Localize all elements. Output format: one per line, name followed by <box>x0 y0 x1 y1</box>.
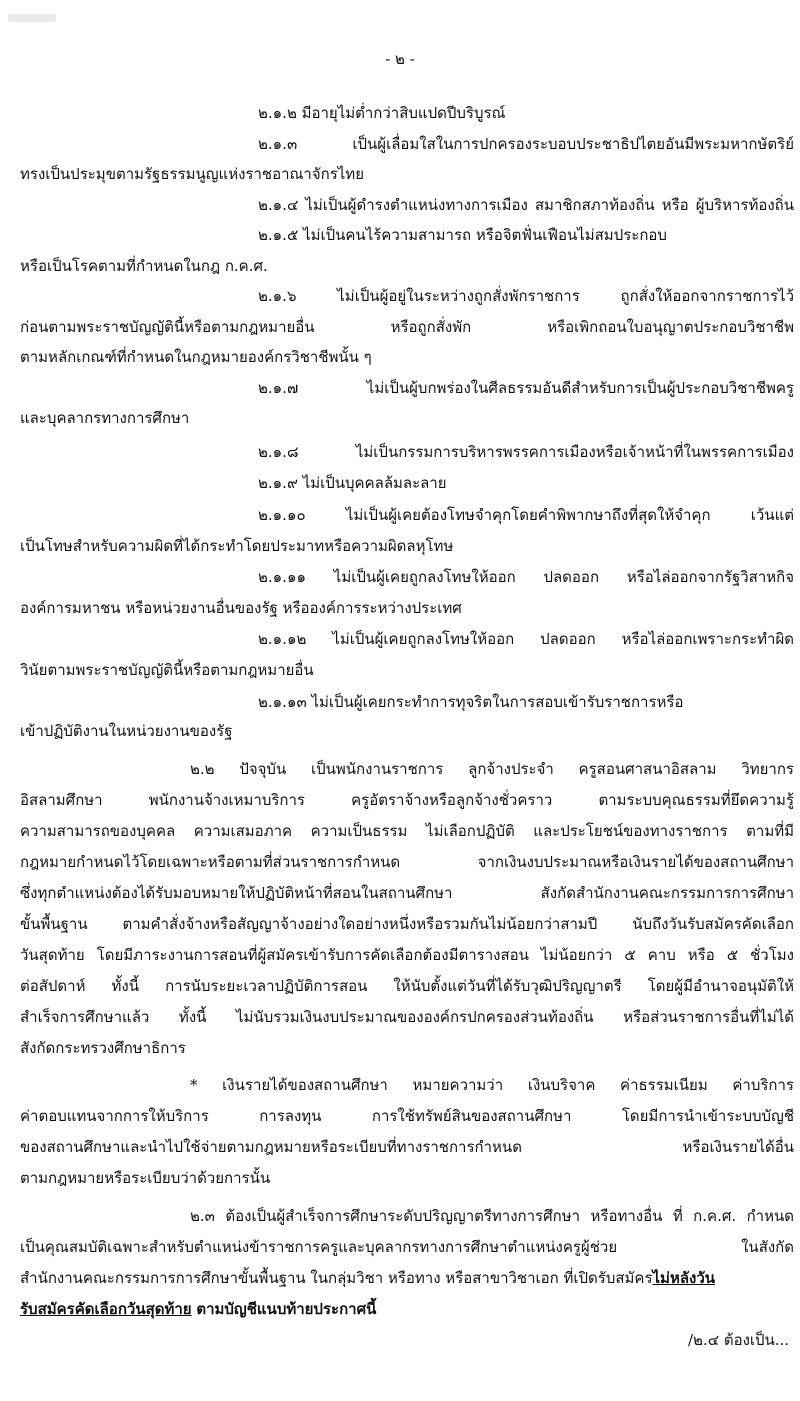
clause-2-1-5-cont: หรือเป็นโรคตามที่กำหนดในกฎ ก.ค.ศ. <box>20 257 268 275</box>
underlined-deadline-part-1: ไม่หลังวัน <box>652 1269 716 1287</box>
annex-reference: ตามบัญชีแนบท้ายประกาศนี้ <box>196 1300 377 1318</box>
clause-2-2-cont-8: สำเร็จการศึกษาแล้ว ทั้งนี้ ไม่นับรวมเงินงบประมาณขององค์กรปกครองส่วนท้องถิ่น หรือส่วนราชการอื่นที่ไม่ได้ <box>20 1008 794 1026</box>
clause-2-1-3-cont: ทรงเป็นประมุขตามรัฐธรรมนูญแห่งราชอาณาจักรไทย <box>20 165 364 183</box>
clause-2-1-10-cont: เป็นโทษสำหรับความผิดที่ได้กระทำโดยประมาทหรือความผิดลหุโทษ <box>20 537 454 555</box>
note-school-income-cont-3: ตามกฎหมายหรือระเบียบว่าด้วยการนั้น <box>20 1169 271 1187</box>
clause-2-3-cont-2 <box>20 1265 715 1291</box>
clause-2-3-cont-3 <box>20 1296 376 1322</box>
note-school-income-cont-1: ค่าตอบแทนจากการให้บริการ การลงทุน การใช้ทรัพย์สินของสถานศึกษา โดยมีการนำเข้าระบบบัญชี <box>20 1107 794 1125</box>
note-school-income-cont-2: ของสถานศึกษาและนำไปใช้จ่ายตามกฎหมายหรือระเบียบที่ทางราชการกำหนด หรือเงินรายได้อื่น <box>20 1138 794 1156</box>
clause-2-1-2: ๒.๑.๒ มีอายุไม่ต่ำกว่าสิบแปดปีบริบูรณ์ <box>258 104 506 122</box>
clause-2-2-cont-6: วันสุดท้าย โดยมีภาระงานการสอนที่ผู้สมัครเข้ารับการคัดเลือกต้องมีตารางสอน ไม่น้อยกว่า ๕ คาบ หรือ ๕ ชั่วโมง <box>20 946 794 964</box>
clause-2-1-11: ๒.๑.๑๑ ไม่เป็นผู้เคยถูกลงโทษให้ออก ปลดออก หรือไล่ออกจากรัฐวิสาหกิจ <box>258 568 794 586</box>
clause-2-2-cont-5: ขั้นพื้นฐาน ตามคำสั่งจ้างหรือสัญญาจ้างอย่างใดอย่างหนึ่งหรือรวมกันไม่น้อยกว่าสามปี นับถึงวันรับสมัครคัดเลือก <box>20 915 794 933</box>
clause-2-1-13: ๒.๑.๑๓ ไม่เป็นผู้เคยกระทำการทุจริตในการสอบเข้ารับราชการหรือ <box>258 693 684 711</box>
clause-2-2-cont-2: ความสามารถของบุคคล ความเสมอภาค ความเป็นธรรม ไม่เลือกปฏิบัติ และประโยชน์ของทางราชการ ตามที่มี <box>20 822 794 840</box>
page-number: - ๒ - <box>385 50 415 68</box>
underlined-deadline-part-2: รับสมัครคัดเลือกวันสุดท้าย <box>20 1300 192 1318</box>
clause-2-2-cont-3: กฎหมายกำหนดไว้โดยเฉพาะหรือตามที่ส่วนราชการกำหนด จากเงินงบประมาณหรือเงินรายได้ของสถานศึกษา <box>20 853 794 871</box>
clause-2-1-8: ๒.๑.๘ ไม่เป็นกรรมการบริหารพรรคการเมืองหรือเจ้าหน้าที่ในพรรคการเมือง <box>258 443 794 461</box>
clause-2-3-cont-1: เป็นคุณสมบัติเฉพาะสำหรับตำแหน่งข้าราชการครูและบุคลากรทางการศึกษาตำแหน่งครูผู้ช่วย ในสังกัด <box>20 1238 794 1256</box>
clause-2-1-12: ๒.๑.๑๒ ไม่เป็นผู้เคยถูกลงโทษให้ออก ปลดออก หรือไล่ออกเพราะกระทำผิด <box>258 630 794 648</box>
clause-2-1-12-cont: วินัยตามพระราชบัญญัตินี้หรือตามกฎหมายอื่น <box>20 661 314 679</box>
clause-2-1-6: ๒.๑.๖ ไม่เป็นผู้อยู่ในระหว่างถูกสั่งพักราชการ ถูกสั่งให้ออกจากราชการไว้ <box>258 287 794 305</box>
clause-2-1-6-cont-2: ตามหลักเกณฑ์ที่กำหนดในกฎหมายองค์กรวิชาชีพนั้น ๆ <box>20 348 372 366</box>
clause-2-1-11-cont: องค์การมหาชน หรือหน่วยงานอื่นของรัฐ หรือองค์การระหว่างประเทศ <box>20 599 462 617</box>
clause-2-1-13-cont: เข้าปฏิบัติงานในหน่วยงานของรัฐ <box>20 722 233 740</box>
clause-2-3-cont-2-text: สำนักงานคณะกรรมการการศึกษาขั้นพื้นฐาน ในกลุ่มวิชา หรือทาง หรือสาขาวิชาเอก ที่เปิดรับสมัคร <box>20 1269 653 1287</box>
clause-2-2-cont-9: สังกัดกระทรวงศึกษาธิการ <box>20 1039 186 1057</box>
clause-2-1-6-cont-1: ก่อนตามพระราชบัญญัตินี้หรือตามกฎหมายอื่น หรือถูกสั่งพัก หรือเพิกถอนใบอนุญาตประกอบวิชาชีพ <box>20 318 794 336</box>
clause-2-2-cont-4: ซึ่งทุกตำแหน่งต้องได้รับมอบหมายให้ปฏิบัติหน้าที่สอนในสถานศึกษา สังกัดสำนักงานคณะกรรมการการศึกษา <box>20 884 794 902</box>
clause-2-1-10: ๒.๑.๑๐ ไม่เป็นผู้เคยต้องโทษจำคุกโดยคำพิพากษาถึงที่สุดให้จำคุก เว้นแต่ <box>258 506 794 524</box>
clause-2-2: ๒.๒ ปัจจุบัน เป็นพนักงานราชการ ลูกจ้างประจำ ครูสอนศาสนาอิสลาม วิทยากร <box>190 760 794 778</box>
clause-2-1-7-cont: และบุคลากรทางการศึกษา <box>20 409 190 427</box>
continued-marker: /๒.๔ ต้องเป็น... <box>688 1331 790 1349</box>
clause-2-2-cont-7: ต่อสัปดาห์ ทั้งนี้ การนับระยะเวลาปฏิบัติการสอน ให้นับตั้งแต่วันที่ได้รับวุฒิปริญญาตรี โดยผู้มีอำนาจอนุมัติให้ <box>20 977 794 995</box>
note-school-income: * เงินรายได้ของสถานศึกษา หมายความว่า เงินบริจาค ค่าธรรมเนียม ค่าบริการ <box>190 1076 794 1094</box>
clause-2-1-3: ๒.๑.๓ เป็นผู้เลื่อมใสในการปกครองระบอบประชาธิปไตยอันมีพระมหากษัตริย์ <box>258 135 794 153</box>
clause-2-2-cont-1: อิสลามศึกษา พนักงานจ้างเหมาบริการ ครูอัตราจ้างหรือลูกจ้างชั่วคราว ตามระบบคุณธรรมที่ยึดความรู้ <box>20 791 794 809</box>
clause-2-1-7: ๒.๑.๗ ไม่เป็นผู้บกพร่องในศีลธรรมอันดีสำหรับการเป็นผู้ประกอบวิชาชีพครู <box>258 379 794 397</box>
scan-mark <box>8 14 56 22</box>
clause-2-3: ๒.๓ ต้องเป็นผู้สำเร็จการศึกษาระดับปริญญาตรีทางการศึกษา หรือทางอื่น ที่ ก.ค.ศ. กำหนด <box>190 1207 794 1225</box>
clause-2-1-9: ๒.๑.๙ ไม่เป็นบุคคลล้มละลาย <box>258 474 447 492</box>
clause-2-1-5: ๒.๑.๕ ไม่เป็นคนไร้ความสามารถ หรือจิตฟั่นเฟือนไม่สมประกอบ <box>258 226 667 244</box>
clause-2-1-4: ๒.๑.๔ ไม่เป็นผู้ดำรงตำแหน่งทางการเมือง สมาชิกสภาท้องถิ่น หรือ ผู้บริหารท้องถิ่น <box>258 196 794 214</box>
